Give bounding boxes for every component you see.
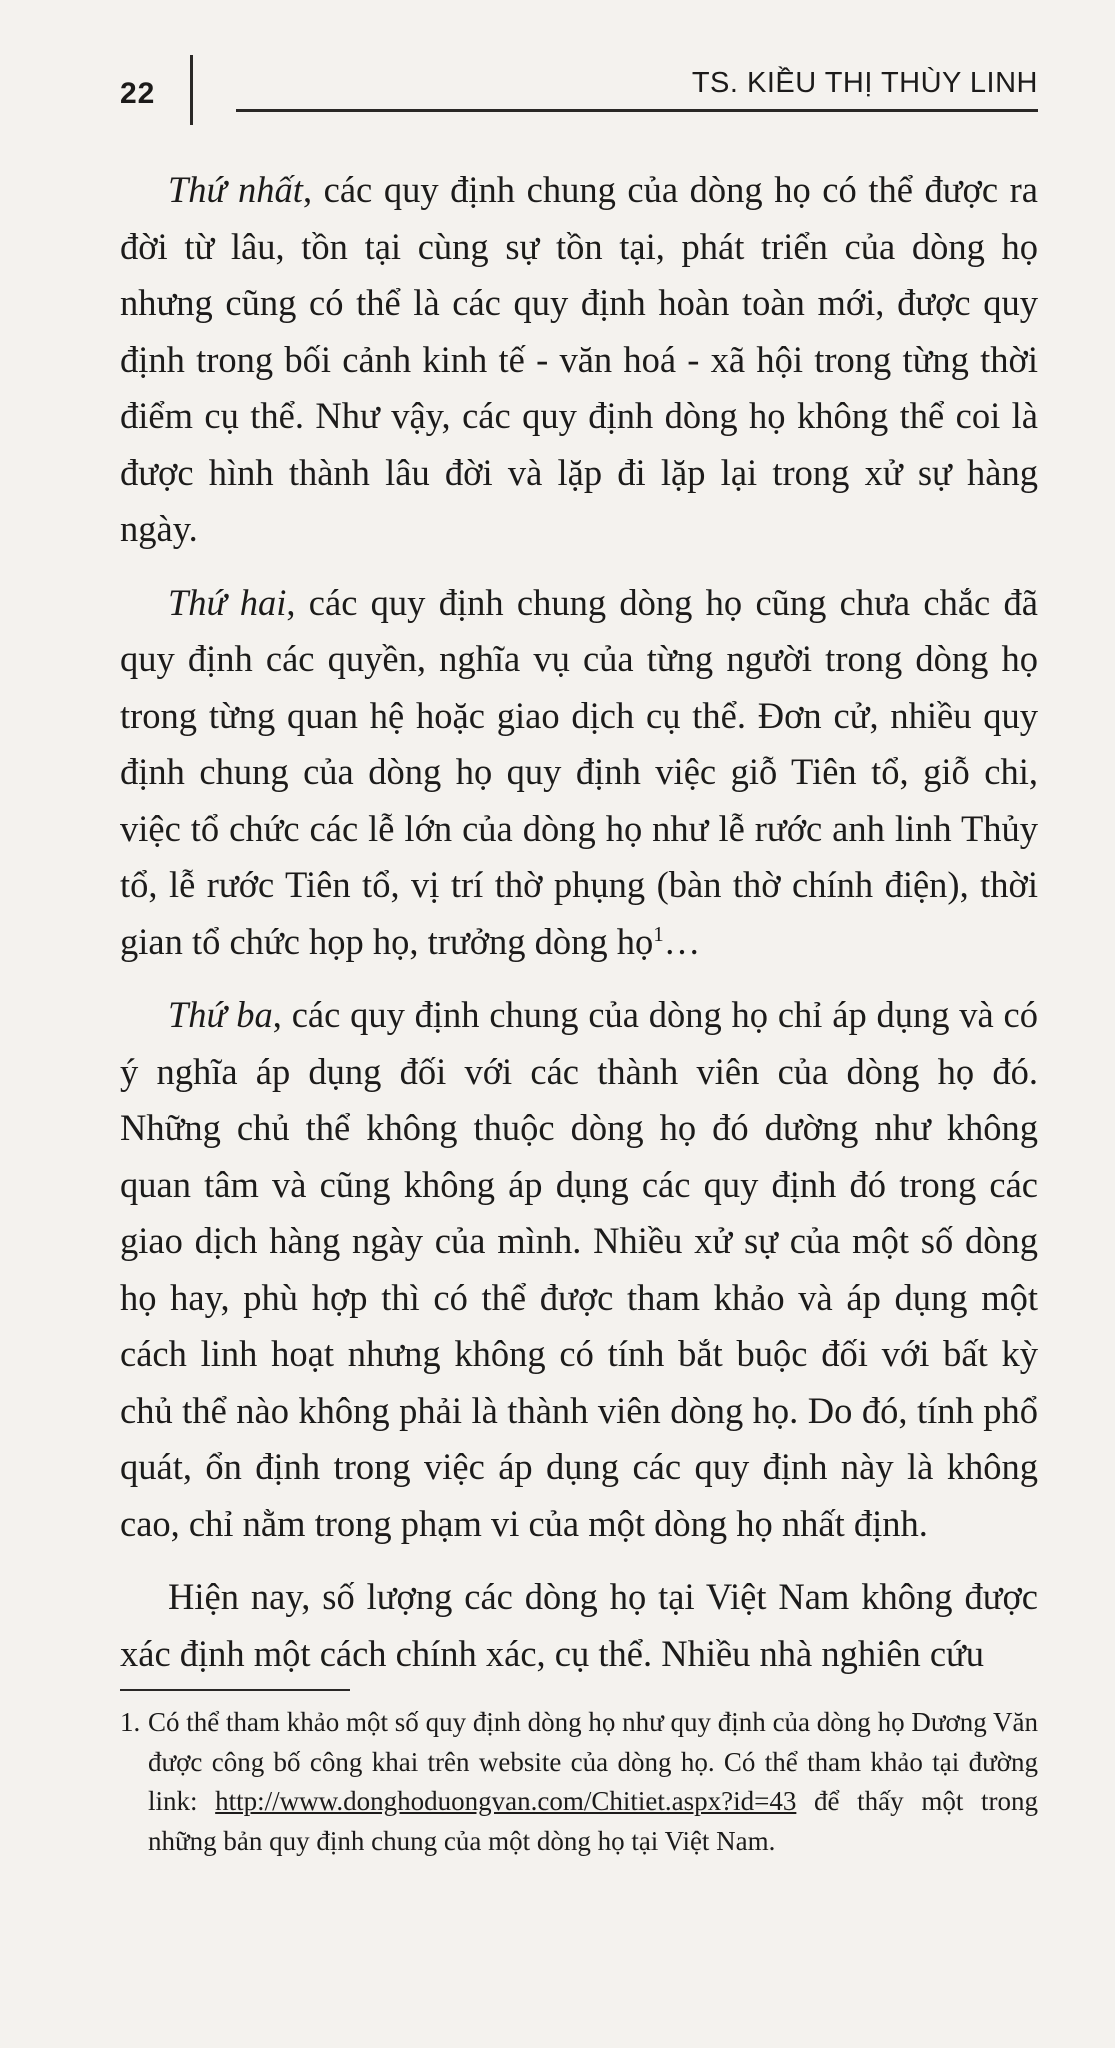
paragraph-lead: Thứ ba xyxy=(168,994,273,1035)
paragraph-text: , các quy định chung dòng họ cũng chưa chắc đã quy định các quyền, nghĩa vụ của từng người trong dòng họ trong từng quan hệ hoặc giao dịch cụ thể. Đơn cử, nhiều quy định chung của dòng họ quy định việc giỗ Tiên tổ, giỗ chi, việc tổ chức các lễ lớn của dòng họ như lễ rước anh linh Thủy tổ, lễ rước Tiên tổ, vị trí thờ phụng (bàn thờ chính điện), thời gian tổ chức họp họ, trưởng dòng họ xyxy=(120,581,1038,962)
footnote-separator xyxy=(120,1689,350,1691)
footnotes xyxy=(120,1703,1038,1861)
footnote-text: Có thể tham khảo một số quy định dòng họ như quy định của dòng họ Dương Văn được công bố công khai trên website của dòng họ. Có thể tham khảo tại đường link: xyxy=(148,1707,1038,1816)
paragraph-lead: Thứ hai xyxy=(168,581,287,623)
paragraph-text: , các quy định chung của dòng họ chỉ áp dụng và có ý nghĩa áp dụng đối với các thành viên của dòng họ đó. Những chủ thể không thuộc dòng họ đó dường như không quan tâm và cũng không áp dụng các quy định đó trong các giao dịch hàng ngày của mình. Nhiều xử sự của một số dòng họ hay, phù hợp thì có thể được tham khảo và áp dụng một cách linh hoạt nhưng không có tính bắt buộc đối với bất kỳ chủ thể nào không phải là thành viên dòng họ. Do đó, tính phổ quát, ổn định trong việc áp dụng các quy định này là không cao, chỉ nằm trong phạm vi của một dòng họ nhất định. xyxy=(120,994,1038,1544)
header-vertical-divider xyxy=(190,55,193,125)
paragraph-text: , các quy định chung của dòng họ có thể được ra đời từ lâu, tồn tại cùng sự tồn tại, phát triển của dòng họ nhưng cũng có thể là các quy định hoàn toàn mới, được quy định trong bối cảnh kinh tế - văn hoá - xã hội trong từng thời điểm cụ thể. Như vậy, các quy định dòng họ không thể coi là được hình thành lâu đời và lặp đi lặp lại trong xử sự hàng ngày. xyxy=(120,169,1038,549)
footnote-item xyxy=(120,1703,1038,1861)
paragraph-first xyxy=(120,162,1038,558)
footnote-number: 1. xyxy=(120,1707,141,1737)
footnote-reference[interactable]: 1 xyxy=(653,921,664,946)
paragraph-second xyxy=(120,575,1038,971)
paragraph-lead: Thứ nhất xyxy=(168,169,303,210)
header-author: TS. KIỀU THỊ THÙY LINH xyxy=(691,67,1038,99)
body-text xyxy=(120,162,1038,1699)
footnote-link[interactable]: http://www.donghoduongvan.com/Chitiet.aspx?id=43 xyxy=(215,1786,797,1816)
page-number: 22 xyxy=(120,77,156,110)
running-header xyxy=(108,55,1038,135)
paragraph-third xyxy=(120,987,1038,1552)
paragraph-tail: … xyxy=(663,920,701,962)
paragraph-fourth xyxy=(120,1569,1038,1682)
header-rule xyxy=(236,109,1038,112)
paragraph-text: Hiện nay, số lượng các dòng họ tại Việt Nam không được xác định một cách chính xác, cụ thể. Nhiều nhà nghiên cứu xyxy=(120,1576,1038,1674)
footnote-text-after: để thấy một trong những bản quy định chung của một dòng họ tại Việt Nam. xyxy=(148,1786,1038,1856)
